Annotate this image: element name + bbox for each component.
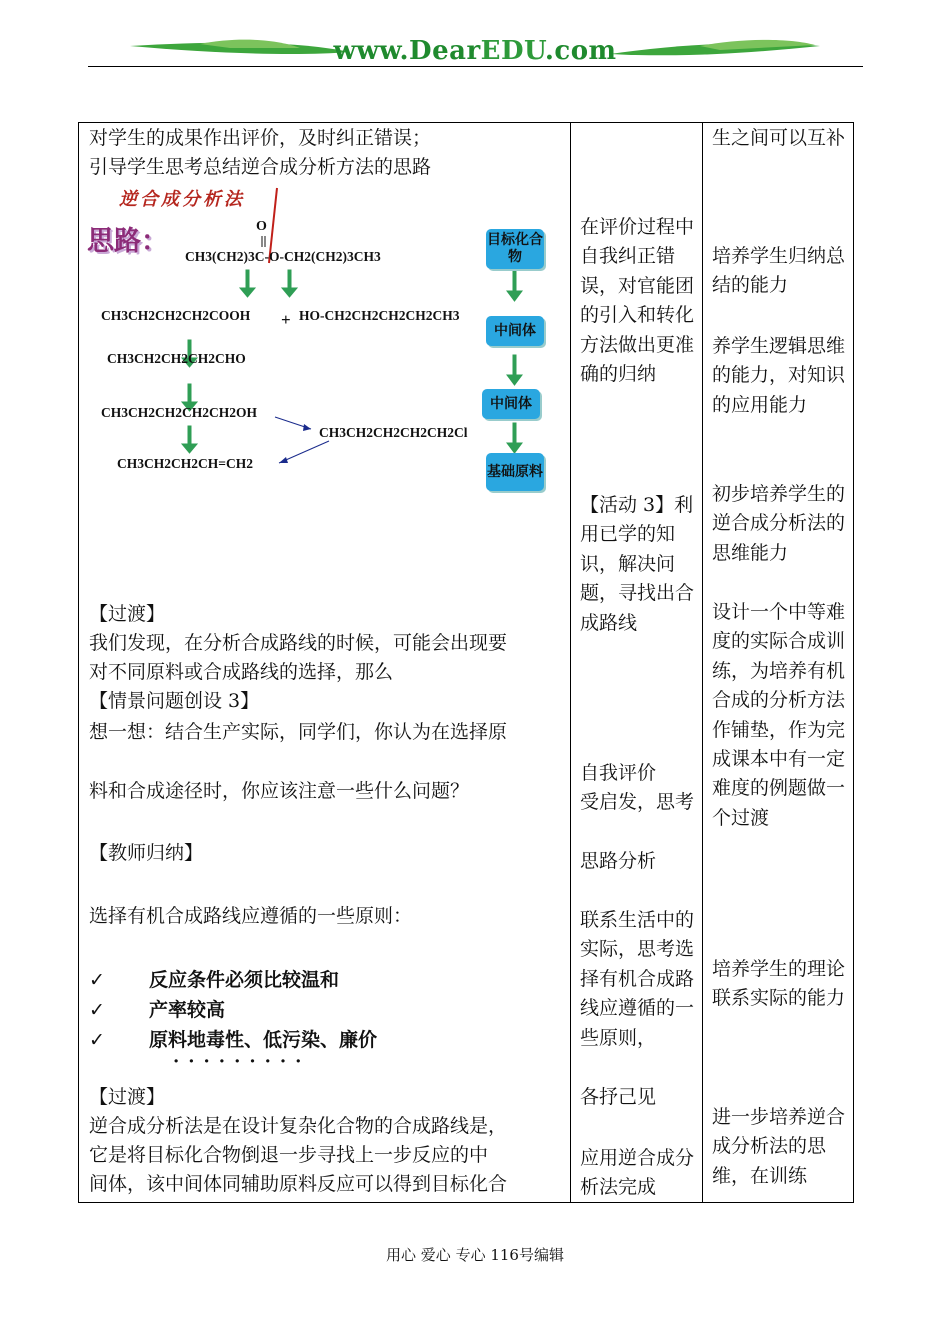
col2-inspired: 受启发，思考: [580, 791, 695, 813]
transition-1-line1: 我们发现，在分析合成路线的时候，可能会出现要: [89, 632, 508, 654]
col3-theory-practice: 培养学生的理论联系实际的能力: [712, 958, 846, 1010]
transition-2-line3: 间体，该中间体同辅助原料反应可以得到目标化合: [89, 1173, 508, 1195]
chloride-compound: CH3CH2CH2CH2CH2Cl: [319, 425, 468, 440]
col3-summary-ability: 培养学生归纳总结的能力: [712, 245, 846, 297]
siluo-label: 思路：: [87, 226, 168, 257]
site-prefix: www.Dear: [333, 36, 481, 66]
col3-retro-ability: 初步培养学生的逆合成分析法的思维能力: [712, 483, 846, 564]
transition-1-line2: 对不同原料或合成路线的选择，那么: [89, 661, 394, 683]
col2-analysis: 思路分析: [580, 850, 657, 872]
col3-complement: 生之间可以互补: [712, 127, 846, 149]
flow-intermediate-box-1: 中间体: [486, 316, 544, 346]
ellipsis-dots: ·········: [173, 1051, 311, 1072]
transition-2-line1: 逆合成分析法是在设计复杂化合物的合成路线是，: [89, 1115, 508, 1137]
page-footer: 用心 爱心 专心 116号编辑: [386, 1246, 564, 1264]
carbonyl-oxygen: O: [256, 219, 267, 234]
col2-activity-3: 【活动 3】利用已学的知识，解决问题，寻找出合成路线: [580, 494, 695, 634]
alcohol-compound: HO-CH2CH2CH2CH2CH3: [299, 308, 460, 323]
aldehyde-compound: CH3CH2CH2CH2CHO: [107, 351, 246, 366]
check-icon: ✓: [89, 969, 105, 991]
check-icon: ✓: [89, 999, 105, 1021]
lesson-table: [78, 122, 854, 1203]
col2-opinions: 各抒己见: [580, 1086, 657, 1108]
acid-compound: CH3CH2CH2CH2COOH: [101, 308, 251, 323]
site-suffix: .com: [544, 36, 617, 66]
principle-2-text: 产率较高: [149, 999, 226, 1021]
transition-2-label: 【过渡】: [89, 1086, 166, 1108]
think-line1: 想一想：结合生产实际，同学们，你认为在选择原: [89, 721, 508, 743]
flow-raw-material-box: 基础原料: [486, 453, 544, 491]
col2-life-link: 联系生活中的实际，思考选择有机合成路线应遵循的一些原则，: [580, 909, 695, 1049]
col1-line1: 对学生的成果作出评价，及时纠正错误；: [89, 127, 432, 149]
col3-training-design: 设计一个中等难度的实际合成训练，为培养有机合成的分析方法作铺垫，作为完成课本中有一定难度的例题做一个过渡: [712, 601, 846, 829]
design-intent-cell: [703, 123, 855, 1202]
principle-2: [89, 995, 225, 1022]
header-rule: [88, 66, 863, 67]
flow-intermediate-box-2: 中间体: [482, 389, 540, 419]
site-mid: EDU: [480, 36, 545, 66]
principles-intro: 选择有机合成路线应遵循的一些原则：: [89, 905, 413, 927]
site-name[interactable]: [0, 36, 950, 66]
alkene-compound: CH3CH2CH2CH=CH2: [117, 456, 253, 471]
check-icon: ✓: [89, 1029, 105, 1051]
col2-evaluation: 在评价过程中自我纠正错误，对官能团的引入和转化方法做出更准确的归纳: [580, 216, 695, 386]
principle-3: [89, 1025, 377, 1052]
teacher-summary-label: 【教师归纳】: [89, 842, 204, 864]
principle-1: [89, 965, 339, 992]
scenario-label: 【情景问题创设 3】: [89, 690, 260, 712]
target-compound: CH3(CH2)3C-O-CH2(CH2)3CH3: [185, 249, 381, 264]
col1-line2: 引导学生思考总结逆合成分析方法的思路: [89, 156, 432, 178]
col3-further-training: 进一步培养逆合成分析法的思维，在训练: [712, 1106, 846, 1187]
pentanol-compound: CH3CH2CH2CH2CH2OH: [101, 405, 258, 420]
page-header: [0, 0, 950, 80]
col3-logic-ability: 养学生逻辑思维的能力，对知识的应用能力: [712, 335, 846, 416]
principle-3-text: 原料地毒性、低污染、廉价: [149, 1029, 378, 1051]
diagram-title: 逆合成分析法: [119, 189, 245, 210]
col2-self-eval: 自我评价: [580, 762, 657, 784]
think-line2: 料和合成途径时，你应该注意一些什么问题？: [89, 780, 470, 802]
student-activity-cell: [571, 123, 702, 1202]
teacher-activity-cell: [79, 123, 570, 1202]
plus-sign: +: [281, 310, 291, 329]
flow-target-box: 目标化合物: [486, 229, 544, 269]
principle-1-text: 反应条件必须比较温和: [149, 969, 340, 991]
col2-apply: 应用逆合成分析法完成: [580, 1147, 695, 1199]
transition-2-line2: 它是将目标化合物倒退一步寻找上一步反应的中: [89, 1144, 489, 1166]
transition-1-label: 【过渡】: [89, 603, 166, 625]
